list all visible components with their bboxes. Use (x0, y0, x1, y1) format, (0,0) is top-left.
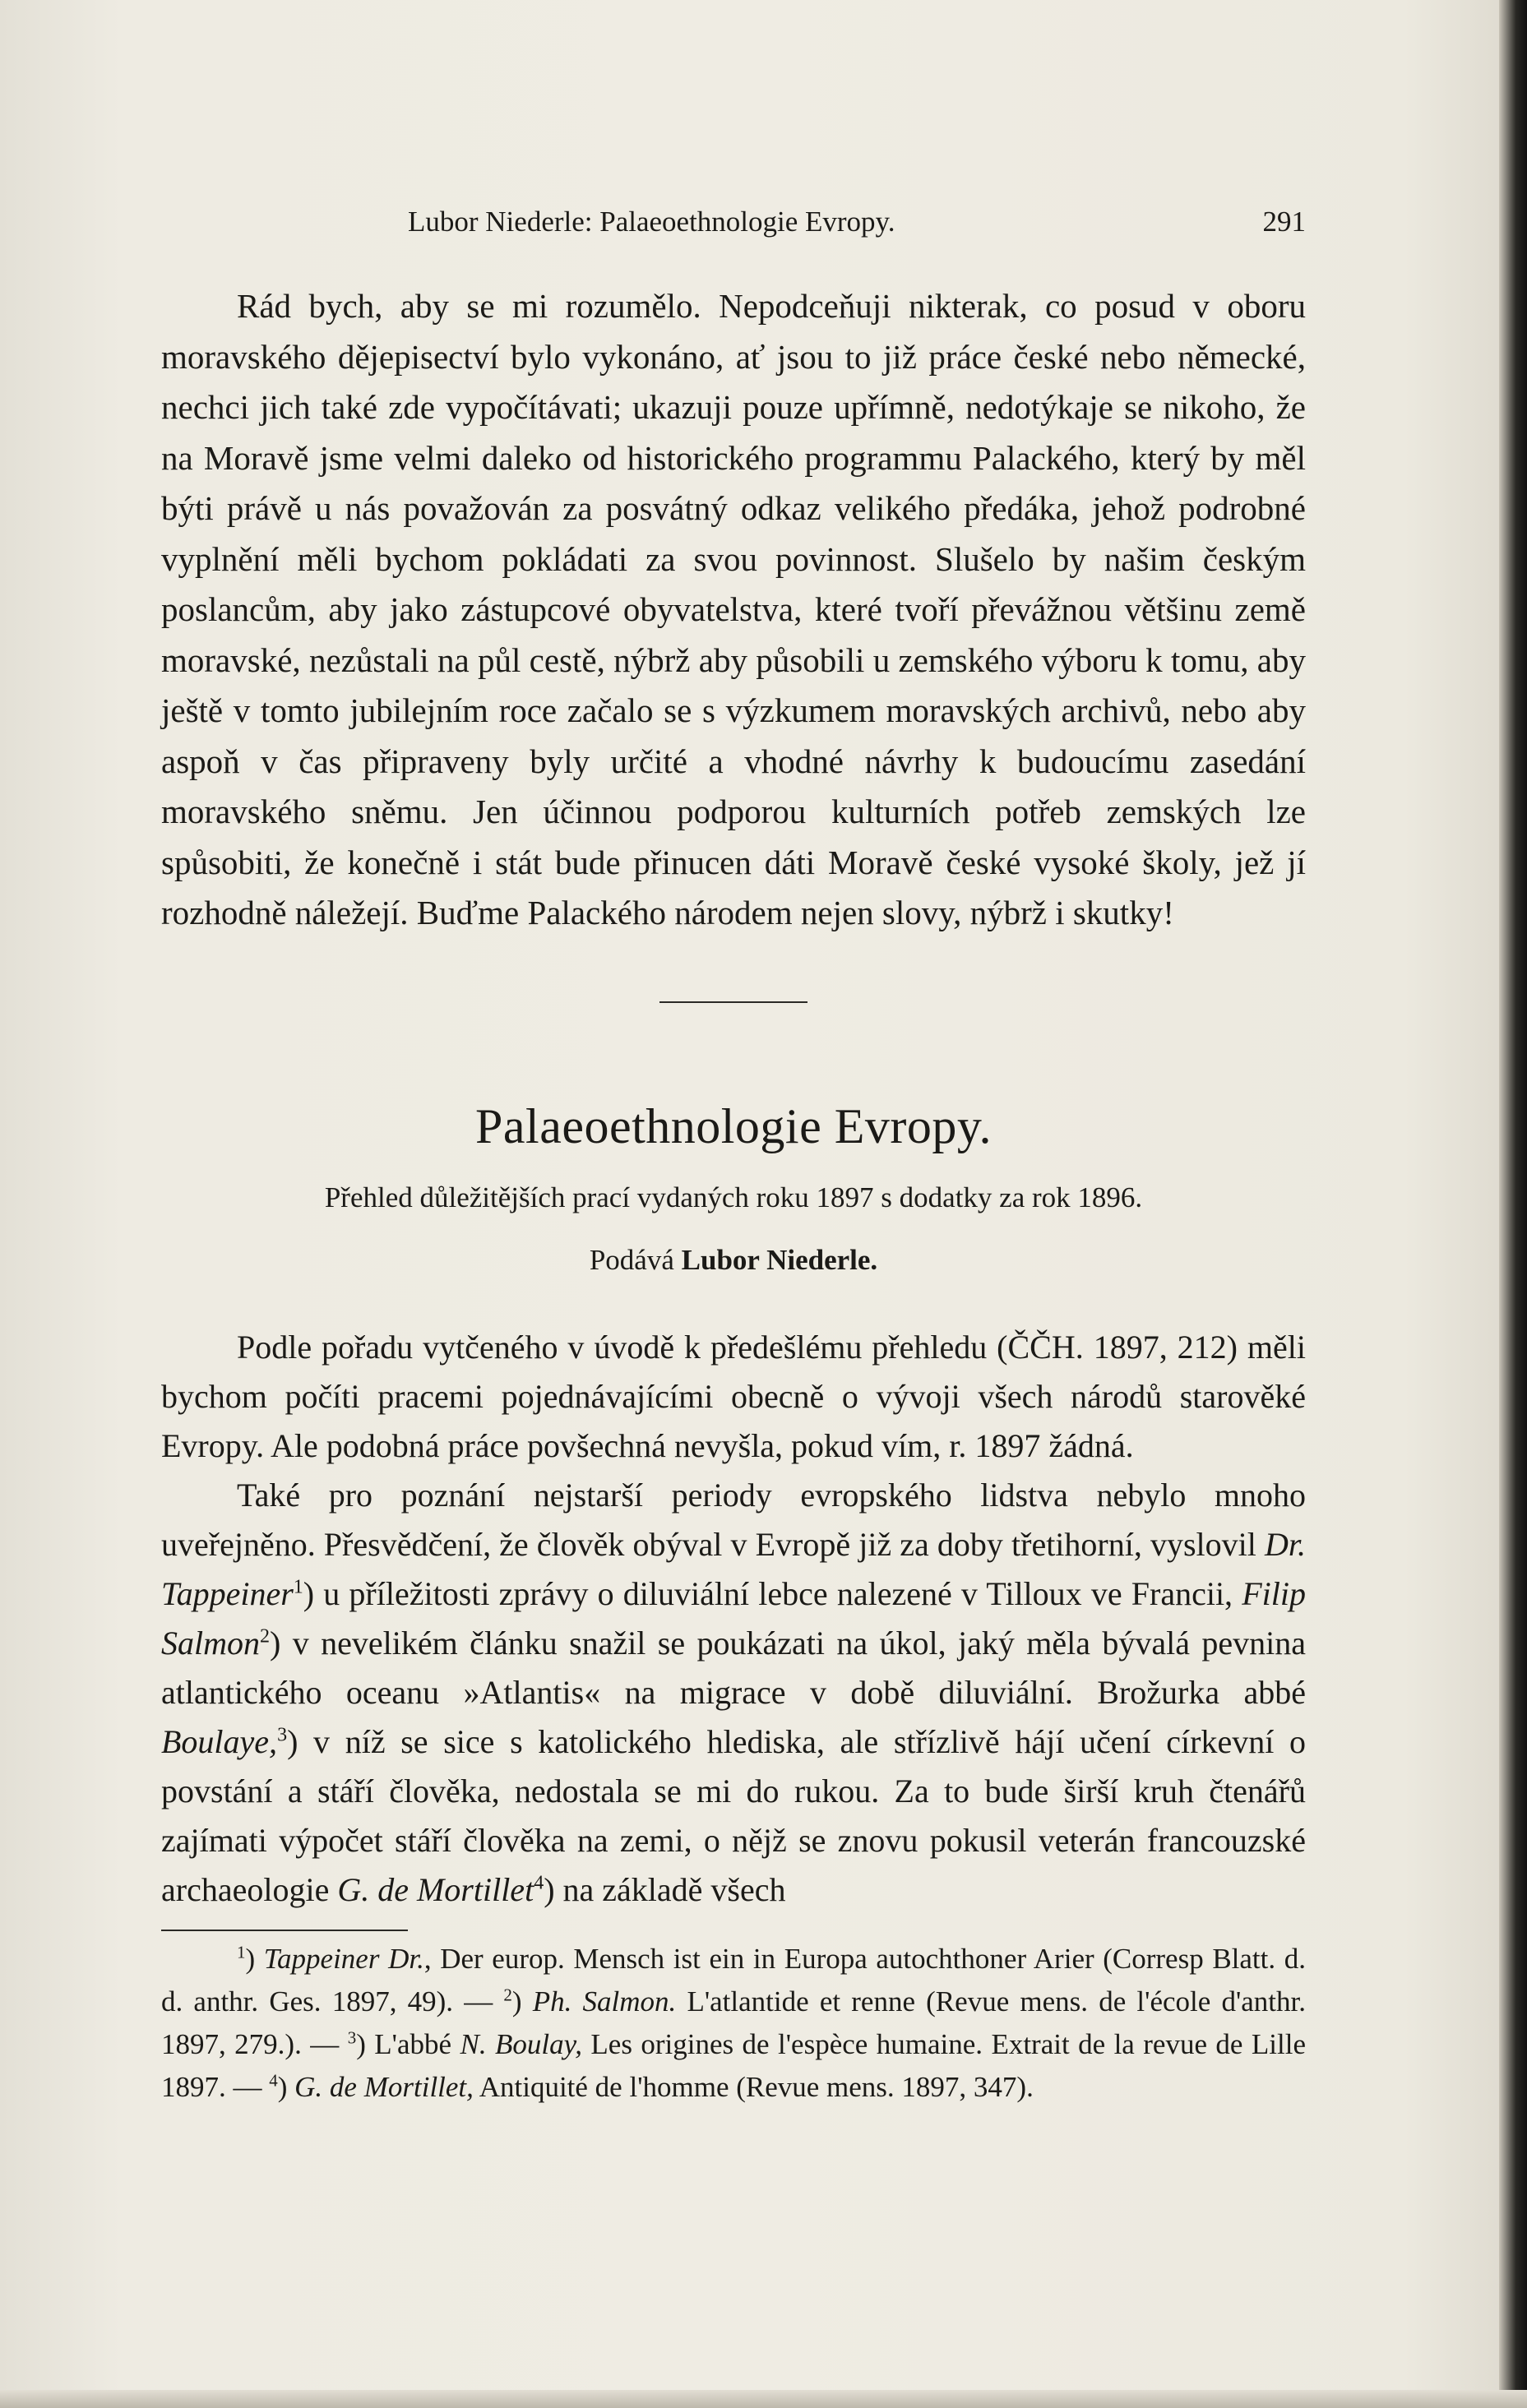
footnote-text: Antiquité de l'homme (Revue mens. 1897, 347). (473, 2070, 1034, 2103)
footnote-text: L'atlantide et renne (Revue mens. de l'école d'anthr. 1897, 279.). — (161, 1985, 1306, 2060)
footnote-ref: 1 (293, 1576, 303, 1598)
footnote-rule (161, 1930, 408, 1931)
footnote-text: , Der europ. Mensch ist ein in Europa autochthoner Arier (Corresp Blatt. d. d. anthr. Ges. 1897, 49). — (161, 1942, 1307, 2017)
page-number: 291 (1262, 206, 1306, 238)
footnote-number: 2 (503, 1984, 512, 2004)
footnote-number: 1 (237, 1941, 246, 1962)
footnote-author: G. de Mortillet, (294, 2070, 474, 2103)
article-title: Palaeoethnologie Evropy. (475, 1098, 992, 1153)
footnote-author: N. Boulay, (460, 2027, 582, 2060)
intro-paragraph: Podle pořadu vytčeného v úvodě k předešlému přehledu (ČČH. 1897, 212) měli bychom počíti pracemi pojednávajícími obecně o vývoji všech národů starověké Evropy. Ale podobná práce povšechná nevyšla, pokud vím, r. 1897 žádná. (161, 1328, 1306, 1464)
footnote-author: Ph. Salmon. (532, 1985, 677, 2017)
page-edge-shadow (1499, 0, 1527, 2408)
footnote-ref: 2 (260, 1625, 270, 1648)
author-name: Lubor Niederle. (681, 1243, 878, 1276)
article-subtitle: Přehled důležitějších prací vydaných roku 1897 s dodatky za rok 1896. (324, 1181, 1143, 1213)
cited-name: Filip Salmon (161, 1574, 1306, 1662)
footnote-number: 4 (269, 2069, 278, 2090)
footnotes: $^1$) Tappeiner Dr., Der europ. Mensch ist ein in Europa autochthoner Arier (Corresp Blatt. d. d. anthr. Ges. 1897, 49). — $^2$) Ph. Salmon. L'atlantide et renne (Revue mens. de l'école d'anthr. 1897, 279.). — $^3$) L'abbé N. Boulay, Les origines de l'espèce humaine. Extrait de la revue de Lille 1897. — $^4$) G. de Mortillet, Antiquité de l'homme (Revue mens. 1897, 347). (161, 1941, 1307, 2103)
cited-name: G. de Mortillet (337, 1870, 534, 1908)
footnote-ref: 3 (277, 1724, 288, 1746)
footnote-author: Tappeiner Dr. (263, 1942, 424, 1975)
page-content (161, 196, 1306, 2109)
text-run: ) na základě všech (544, 1870, 786, 1908)
footnote-number: 3 (347, 2027, 357, 2047)
footnote-text: Les origines de l'espèce humaine. Extrait de la revue de Lille 1897. — (161, 2027, 1306, 2103)
text-run: Také pro poznání nejstarší periody evropského lidstva nebylo mnoho uveřejněno. Přesvědčení, že člověk obýval v Evropě již za doby třetihorní, vyslovil (161, 1476, 1306, 1563)
closing-paragraph: Rád bych, aby se mi rozumělo. Nepodceňuji nikterak, co posud v oboru moravského dějepisectví bylo vykonáno, ať jsou to již práce české nebo německé, nechci jich také zde vypočítávati; ukazuji pouze upřímně, nedotýkaje se nikoho, že na Moravě jsme velmi daleko od historického programmu Palackého, který by měl býti právě u nás považován za posvátný odkaz velikého předáka, jehož podrobné vyplnění měli bychom pokládati za svou povinnost. Slušelo by našim českým poslancům, aby jako zástupcové obyvatelstva, které tvoří převážnou většinu země moravské, nezůstali na půl cestě, nýbrž aby působili u zemského výboru k tomu, aby ještě v tomto jubilejním roce začalo se s výzkumem moravských archivů, nebo aby aspoň v čas připraveny byly určité a vhodné návrhy k budoucímu zasedání moravského sněmu. Jen účinnou podporou kulturních potřeb zemských lze spůsobiti, že konečně i stát bude přinucen dáti Moravě české vysoké školy, jež jí rozhodně náležejí. Buďme Palackého národem nejen slovy, nýbrž i skutky! (161, 287, 1306, 931)
section-divider (659, 1001, 807, 1003)
page-edge-bottom (0, 2390, 1527, 2408)
footnote-ref: 4 (534, 1872, 544, 1894)
text-run: ) u příležitosti zprávy o diluviální lebce nalezené v Tilloux ve Francii, (303, 1574, 1242, 1612)
article-byline (161, 1244, 1306, 1277)
cited-name: Boulaye, (161, 1722, 278, 1760)
footnote-text: L'abbé (365, 2027, 460, 2060)
text-run: ) v níž se sice s katolického hlediska, ale střízlivě hájí učení církevní o povstání a stáří člověka, nedostala se mi do rukou. Za to bude širší kruh čtenářů zajímati výpočet stáří člověka na zemi, o nějž se znovu pokusil veterán francouzské archaeologie (161, 1722, 1306, 1908)
byline-prefix: Podává (589, 1243, 674, 1276)
text-run: ) v nevelikém článku snažil se poukázati na úkol, jaký měla bývalá pevnina atlantického oceanu »Atlantis« na migrace v době diluviální. Brožurka abbé (161, 1624, 1306, 1711)
body-paragraph (161, 1471, 1306, 1915)
running-title: Lubor Niederle: Palaeoethnologie Evropy. (408, 206, 895, 238)
running-header (161, 196, 1306, 245)
cited-name: Dr. Tappeiner (161, 1525, 1306, 1612)
